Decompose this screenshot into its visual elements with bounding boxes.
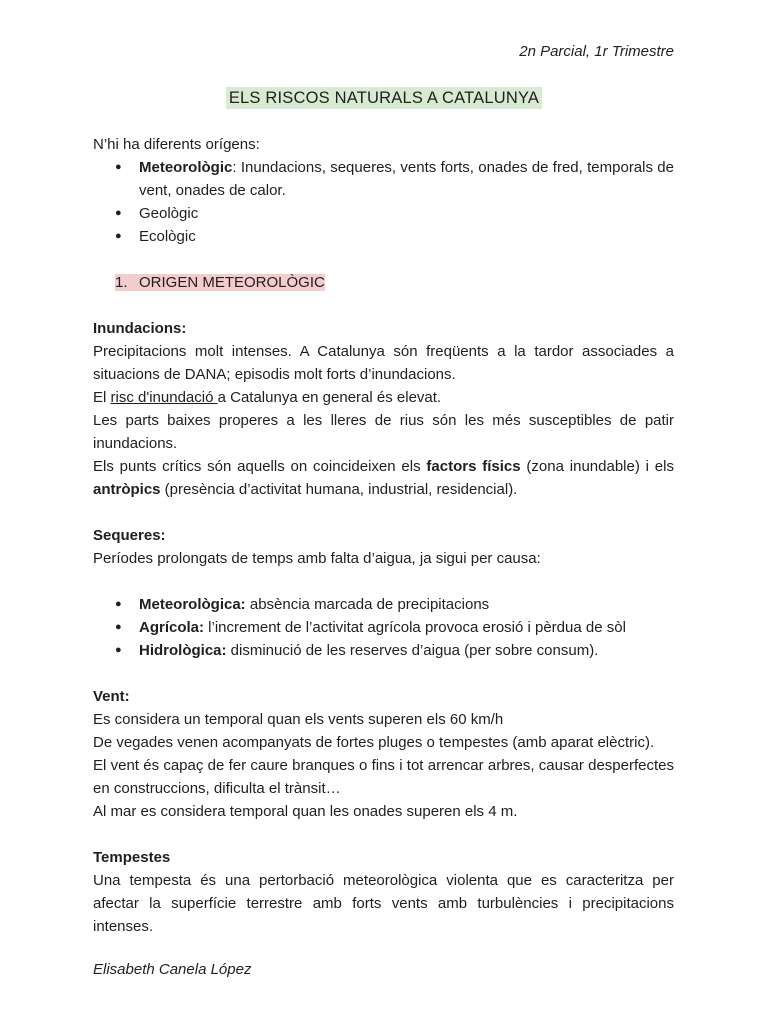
title-container — [0, 87, 768, 110]
section-title: ORIGEN METEOROLÒGIC — [139, 274, 325, 291]
paragraph: Es considera un temporal quan els vents superen els 60 km/h — [93, 711, 504, 728]
paragraph: Precipitacions molt intenses. A Catalunya són freqüents a la tardor associades a situacions de DANA; episodis molt forts d’inundacions. — [93, 343, 674, 383]
subheading-tempestes: Tempestes — [93, 849, 171, 866]
section-highlight — [115, 274, 325, 291]
sequeres-list — [93, 593, 674, 662]
paragraph: Al mar es considera temporal quan les onades superen els 4 m. — [93, 803, 518, 820]
inline-link[interactable]: risc d'inundació — [110, 389, 218, 406]
page-header: 2n Parcial, 1r Trimestre — [519, 43, 674, 60]
section-number: 1. — [115, 274, 128, 291]
origin-text: Ecològic — [139, 228, 196, 245]
list-item: ● Meteorològica: absència marcada de precipitacions — [93, 593, 674, 616]
list-item — [93, 156, 674, 202]
paragraph: Períodes prolongats de temps amb falta d’aigua, ja sigui per causa: — [93, 550, 541, 567]
intro-text: N’hi ha diferents orígens: — [93, 136, 260, 153]
origin-bold: Meteorològic — [139, 159, 233, 176]
paragraph: Els punts crítics són aquells on coincideixen els factors físics (zona inundable) i els antròpics (presència d’activitat humana, industrial, residencial). — [93, 458, 674, 498]
subheading-sequeres: Sequeres: — [93, 527, 166, 544]
paragraph: El risc d'inundació a Catalunya en general és elevat. — [93, 389, 442, 406]
list-item: ● Hidrològica: disminució de les reserves d’aigua (per sobre consum). — [93, 639, 674, 662]
section-heading — [93, 271, 674, 294]
origin-text: Geològic — [139, 205, 199, 222]
origin-text: : Inundacions, sequeres, vents forts, onades de fred, temporals de vent, onades de calor. — [139, 159, 674, 199]
paragraph: De vegades venen acompanyats de fortes pluges o tempestes (amb aparat elèctric). — [93, 734, 655, 751]
list-item: ● Agrícola: l’increment de l’activitat agrícola provoca erosió i pèrdua de sòl — [93, 616, 674, 639]
paragraph: El vent és capaç de fer caure branques o fins i tot arrencar arbres, causar desperfectes en construccions, dificulta el trànsit… — [93, 757, 674, 797]
list-item — [93, 225, 674, 248]
page-footer: Elisabeth Canela López — [93, 961, 252, 978]
list-item — [93, 202, 674, 225]
subheading-vent: Vent: — [93, 688, 130, 705]
document-title: ELS RISCOS NATURALS A CATALUNYA — [226, 87, 542, 109]
paragraph: Les parts baixes properes a les lleres de rius són les més susceptibles de patir inundacions. — [93, 412, 674, 452]
origins-list — [93, 156, 674, 248]
subheading-inundacions: Inundacions: — [93, 320, 187, 337]
paragraph: Una tempesta és una pertorbació meteorològica violenta que es caracteritza per afectar la superfície terrestre amb forts vents amb turbulències i precipitacions intenses. — [93, 872, 674, 935]
document-body — [93, 133, 674, 938]
